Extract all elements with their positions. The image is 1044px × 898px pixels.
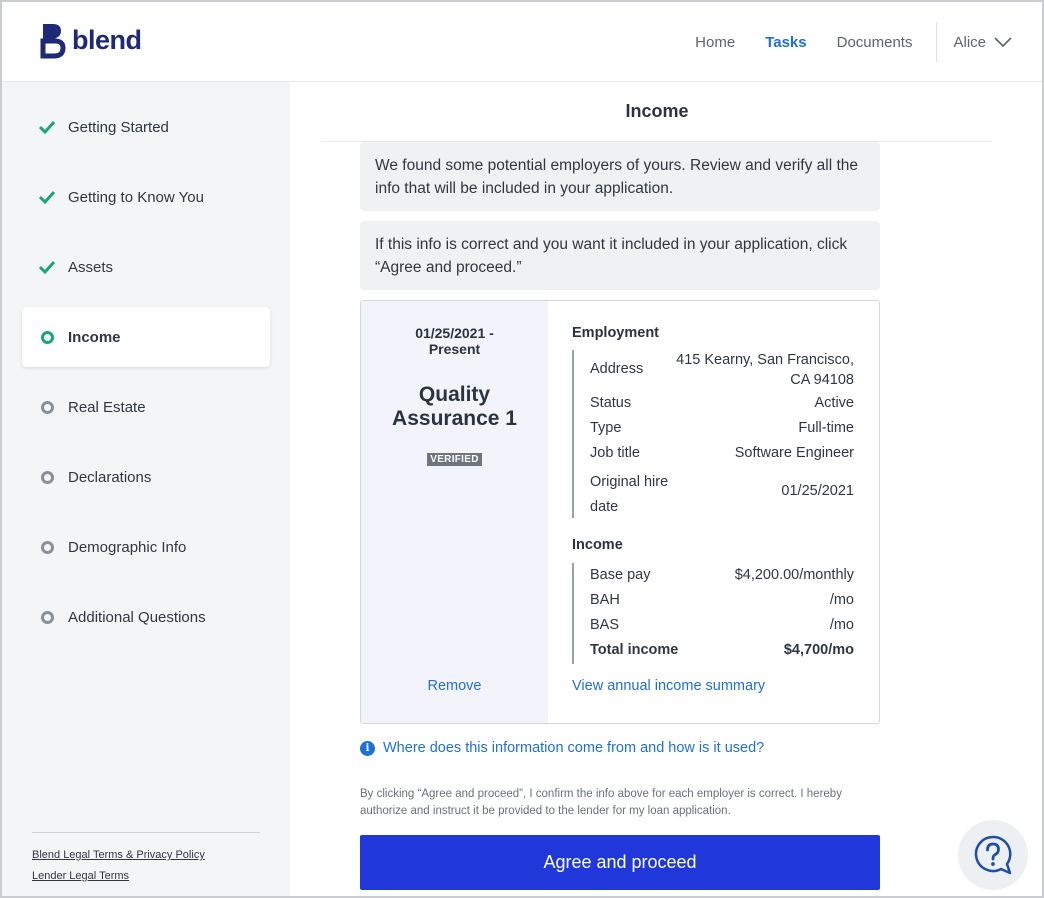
circle-icon: [40, 400, 54, 414]
address-row: [590, 350, 854, 390]
income-heading: Income: [572, 537, 623, 553]
circle-icon: [40, 330, 54, 344]
sidebar-item-label: Assets: [68, 258, 114, 276]
hire-date-value: 01/25/2021: [781, 483, 854, 499]
legal-consent-text: By clicking “Agree and proceed”, I confirm the info above for each employer is correct. I hereby authorize and instruct it be provided to the lender for my loan application.: [360, 788, 842, 817]
sidebar-item-real-estate[interactable]: [22, 377, 270, 437]
chevron-down-icon: [994, 36, 1012, 48]
employer-name-line1: Quality: [418, 383, 491, 406]
instruction-message: If this info is correct and you want it included in your application, click “Agree and proceed.”: [360, 221, 880, 290]
base-pay-value: $4,200.00/monthly: [734, 567, 854, 583]
user-menu[interactable]: [953, 34, 1012, 51]
employment-details: [572, 350, 854, 518]
verified-badge: VERIFIED: [427, 453, 482, 466]
circle-icon: [40, 610, 54, 624]
sidebar-item-declarations[interactable]: [22, 447, 270, 507]
employer-card: [360, 300, 880, 724]
info-source-text: Where does this information come from and how is it used?: [383, 740, 765, 756]
type-value: Full-time: [798, 420, 854, 436]
sidebar-item-label: Declarations: [68, 468, 152, 486]
circle-icon: [40, 540, 54, 554]
employment-start: 01/25/2021 -: [415, 325, 494, 341]
page-title: Income: [322, 82, 992, 142]
bah-value: /mo: [829, 592, 854, 608]
help-button[interactable]: [958, 820, 1028, 890]
address-label: Address: [590, 361, 644, 377]
user-name: Alice: [953, 33, 986, 51]
sidebar-item-additional-questions[interactable]: [22, 587, 270, 647]
sidebar-item-getting-to-know-you[interactable]: [22, 167, 270, 227]
sidebar-item-getting-started[interactable]: [22, 97, 270, 157]
help-chat-icon: [970, 832, 1016, 878]
sidebar-item-label: Demographic Info: [68, 538, 187, 556]
hire-date-label-line2: date: [590, 499, 619, 515]
sidebar-item-income[interactable]: [22, 307, 270, 367]
blend-legal-terms-link[interactable]: Blend Legal Terms & Privacy Policy: [32, 849, 205, 861]
employment-dates: [361, 325, 548, 357]
blend-logo-icon: [40, 20, 66, 60]
checkmark-icon: [38, 120, 56, 134]
job-title-label: Job title: [590, 445, 640, 461]
base-pay-label: Base pay: [590, 567, 651, 583]
sidebar-item-label: Getting Started: [68, 118, 169, 136]
employer-name: [361, 383, 548, 431]
progress-sidebar: [2, 82, 290, 898]
top-nav: [665, 2, 1012, 82]
view-annual-income-summary-link[interactable]: View annual income summary: [572, 678, 766, 694]
top-header: [2, 2, 1042, 82]
bah-label: BAH: [590, 592, 620, 608]
hire-date-label: [590, 470, 668, 520]
total-income-value: $4,700/mo: [783, 642, 854, 658]
info-message: We found some potential employers of yours. Review and verify all the info that will be included in your application.: [360, 142, 880, 211]
sidebar-footer: [32, 832, 260, 891]
employer-details: [572, 301, 857, 723]
job-title-value: Software Engineer: [734, 445, 854, 461]
nav-documents[interactable]: Documents: [836, 33, 913, 51]
hire-date-label-line1: Original hire: [590, 474, 669, 490]
bas-value: /mo: [829, 617, 854, 633]
lender-legal-terms-link[interactable]: Lender Legal Terms: [32, 870, 130, 882]
status-value: Active: [814, 395, 854, 411]
type-label: Type: [590, 420, 622, 436]
employer-summary: [361, 301, 548, 723]
sidebar-item-label: Getting to Know You: [68, 188, 204, 206]
employment-end: Present: [428, 341, 481, 357]
total-income-label: Total income: [590, 642, 679, 658]
sidebar-item-label: Income: [68, 328, 121, 346]
status-label: Status: [590, 395, 632, 411]
agree-and-proceed-button[interactable]: Agree and proceed: [360, 835, 880, 890]
brand-name: blend: [72, 24, 142, 55]
address-line2: CA 94108: [790, 372, 854, 388]
sidebar-item-label: Additional Questions: [68, 608, 206, 626]
address-value: [676, 350, 854, 390]
info-icon: i: [360, 741, 375, 756]
nav-home[interactable]: Home: [695, 33, 736, 51]
brand-logo[interactable]: [40, 20, 142, 60]
sidebar-item-demographic-info[interactable]: [22, 517, 270, 577]
nav-tasks[interactable]: Tasks: [765, 33, 807, 51]
main-content: [290, 82, 1042, 898]
address-line1: 415 Kearny, San Francisco,: [676, 352, 854, 368]
sidebar-item-label: Real Estate: [68, 398, 146, 416]
employment-heading: Employment: [572, 325, 660, 341]
remove-employer-link[interactable]: Remove: [427, 678, 482, 694]
bas-label: BAS: [590, 617, 620, 633]
sidebar-item-assets[interactable]: [22, 237, 270, 297]
checkmark-icon: [38, 260, 56, 274]
income-details: [572, 563, 854, 664]
nav-divider: [936, 22, 937, 62]
circle-icon: [40, 470, 54, 484]
hire-date-row: [590, 470, 854, 520]
employer-name-line2: Assurance 1: [392, 407, 517, 430]
checkmark-icon: [38, 190, 56, 204]
info-source-link[interactable]: [360, 740, 764, 756]
